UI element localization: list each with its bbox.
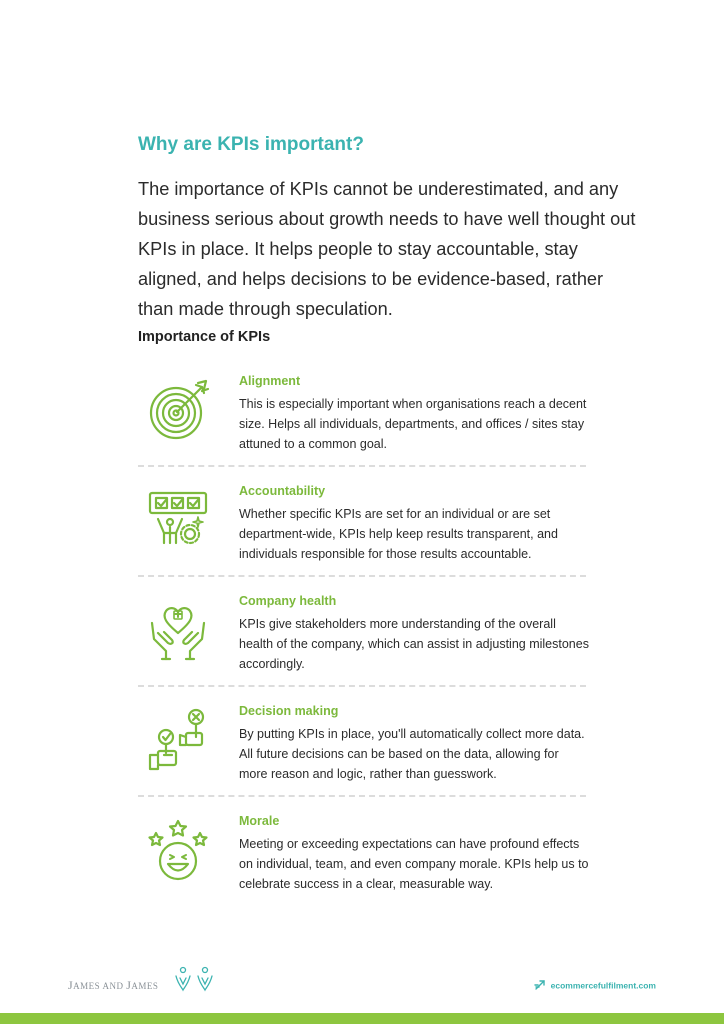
item-body: By putting KPIs in place, you'll automatically collect more data. All future decisions can be based on the data, allowing for more reason and logic, rather than guesswork. [239,727,585,781]
subheading: Importance of KPIs [138,329,271,345]
brand-part: AMES [131,981,159,991]
kpi-item-morale [138,813,588,913]
item-body: KPIs give stakeholders more understanding of the overall health of the company, which can assist in adjusting milestones accordingly. [239,617,589,671]
hands-heart-icon [146,599,210,663]
bottom-accent-bar [0,1013,724,1024]
divider [138,795,586,797]
item-body: Meeting or exceeding expectations can have profound effects on individual, team, and even company morale. KPIs help us to celebrate success in a clear, measurable way. [239,837,589,891]
box-arrow-icon [534,979,548,993]
kpi-item-alignment [138,373,588,473]
item-title: Accountability [239,484,326,498]
item-body: Whether specific KPIs are set for an individual or are set department-wide, KPIs help keep results transparent, and individuals responsible for those results accountable. [239,507,558,561]
brand-letter: J [126,978,132,992]
decision-signs-icon [146,709,210,773]
item-title: Morale [239,814,280,828]
smiley-stars-icon [146,819,210,883]
item-title: Company health [239,594,337,608]
target-arrow-icon [146,379,210,443]
divider [138,465,586,467]
item-title: Alignment [239,374,301,388]
intro-paragraph: The importance of KPIs cannot be underestimated, and any business serious about growth needs to have well thought out KPIs in place. It helps people to stay accountable, stay aligned, and helps decisions to be evidence-based, rather than made through speculation. [138,179,636,319]
kpi-item-accountability [138,483,588,583]
checklist-team-icon [146,489,210,553]
section-heading: Why are KPIs important? [138,134,364,155]
award-emblems-icon [172,966,216,997]
brand-part: AND [100,981,127,991]
item-body: This is especially important when organisations reach a decent size. Helps all individuals, departments, and offices / sites stay attuned to a common goal. [239,397,587,451]
brand-part: AMES [73,981,101,991]
kpi-item-decision-making [138,703,588,803]
brand-logo [68,978,158,993]
brand-letter: J [68,978,74,992]
website-url: ecommercefulfilment.com [550,980,656,991]
divider [138,685,586,687]
kpi-item-company-health [138,593,588,693]
website-link[interactable] [534,979,656,993]
item-title: Decision making [239,704,339,718]
divider [138,575,586,577]
